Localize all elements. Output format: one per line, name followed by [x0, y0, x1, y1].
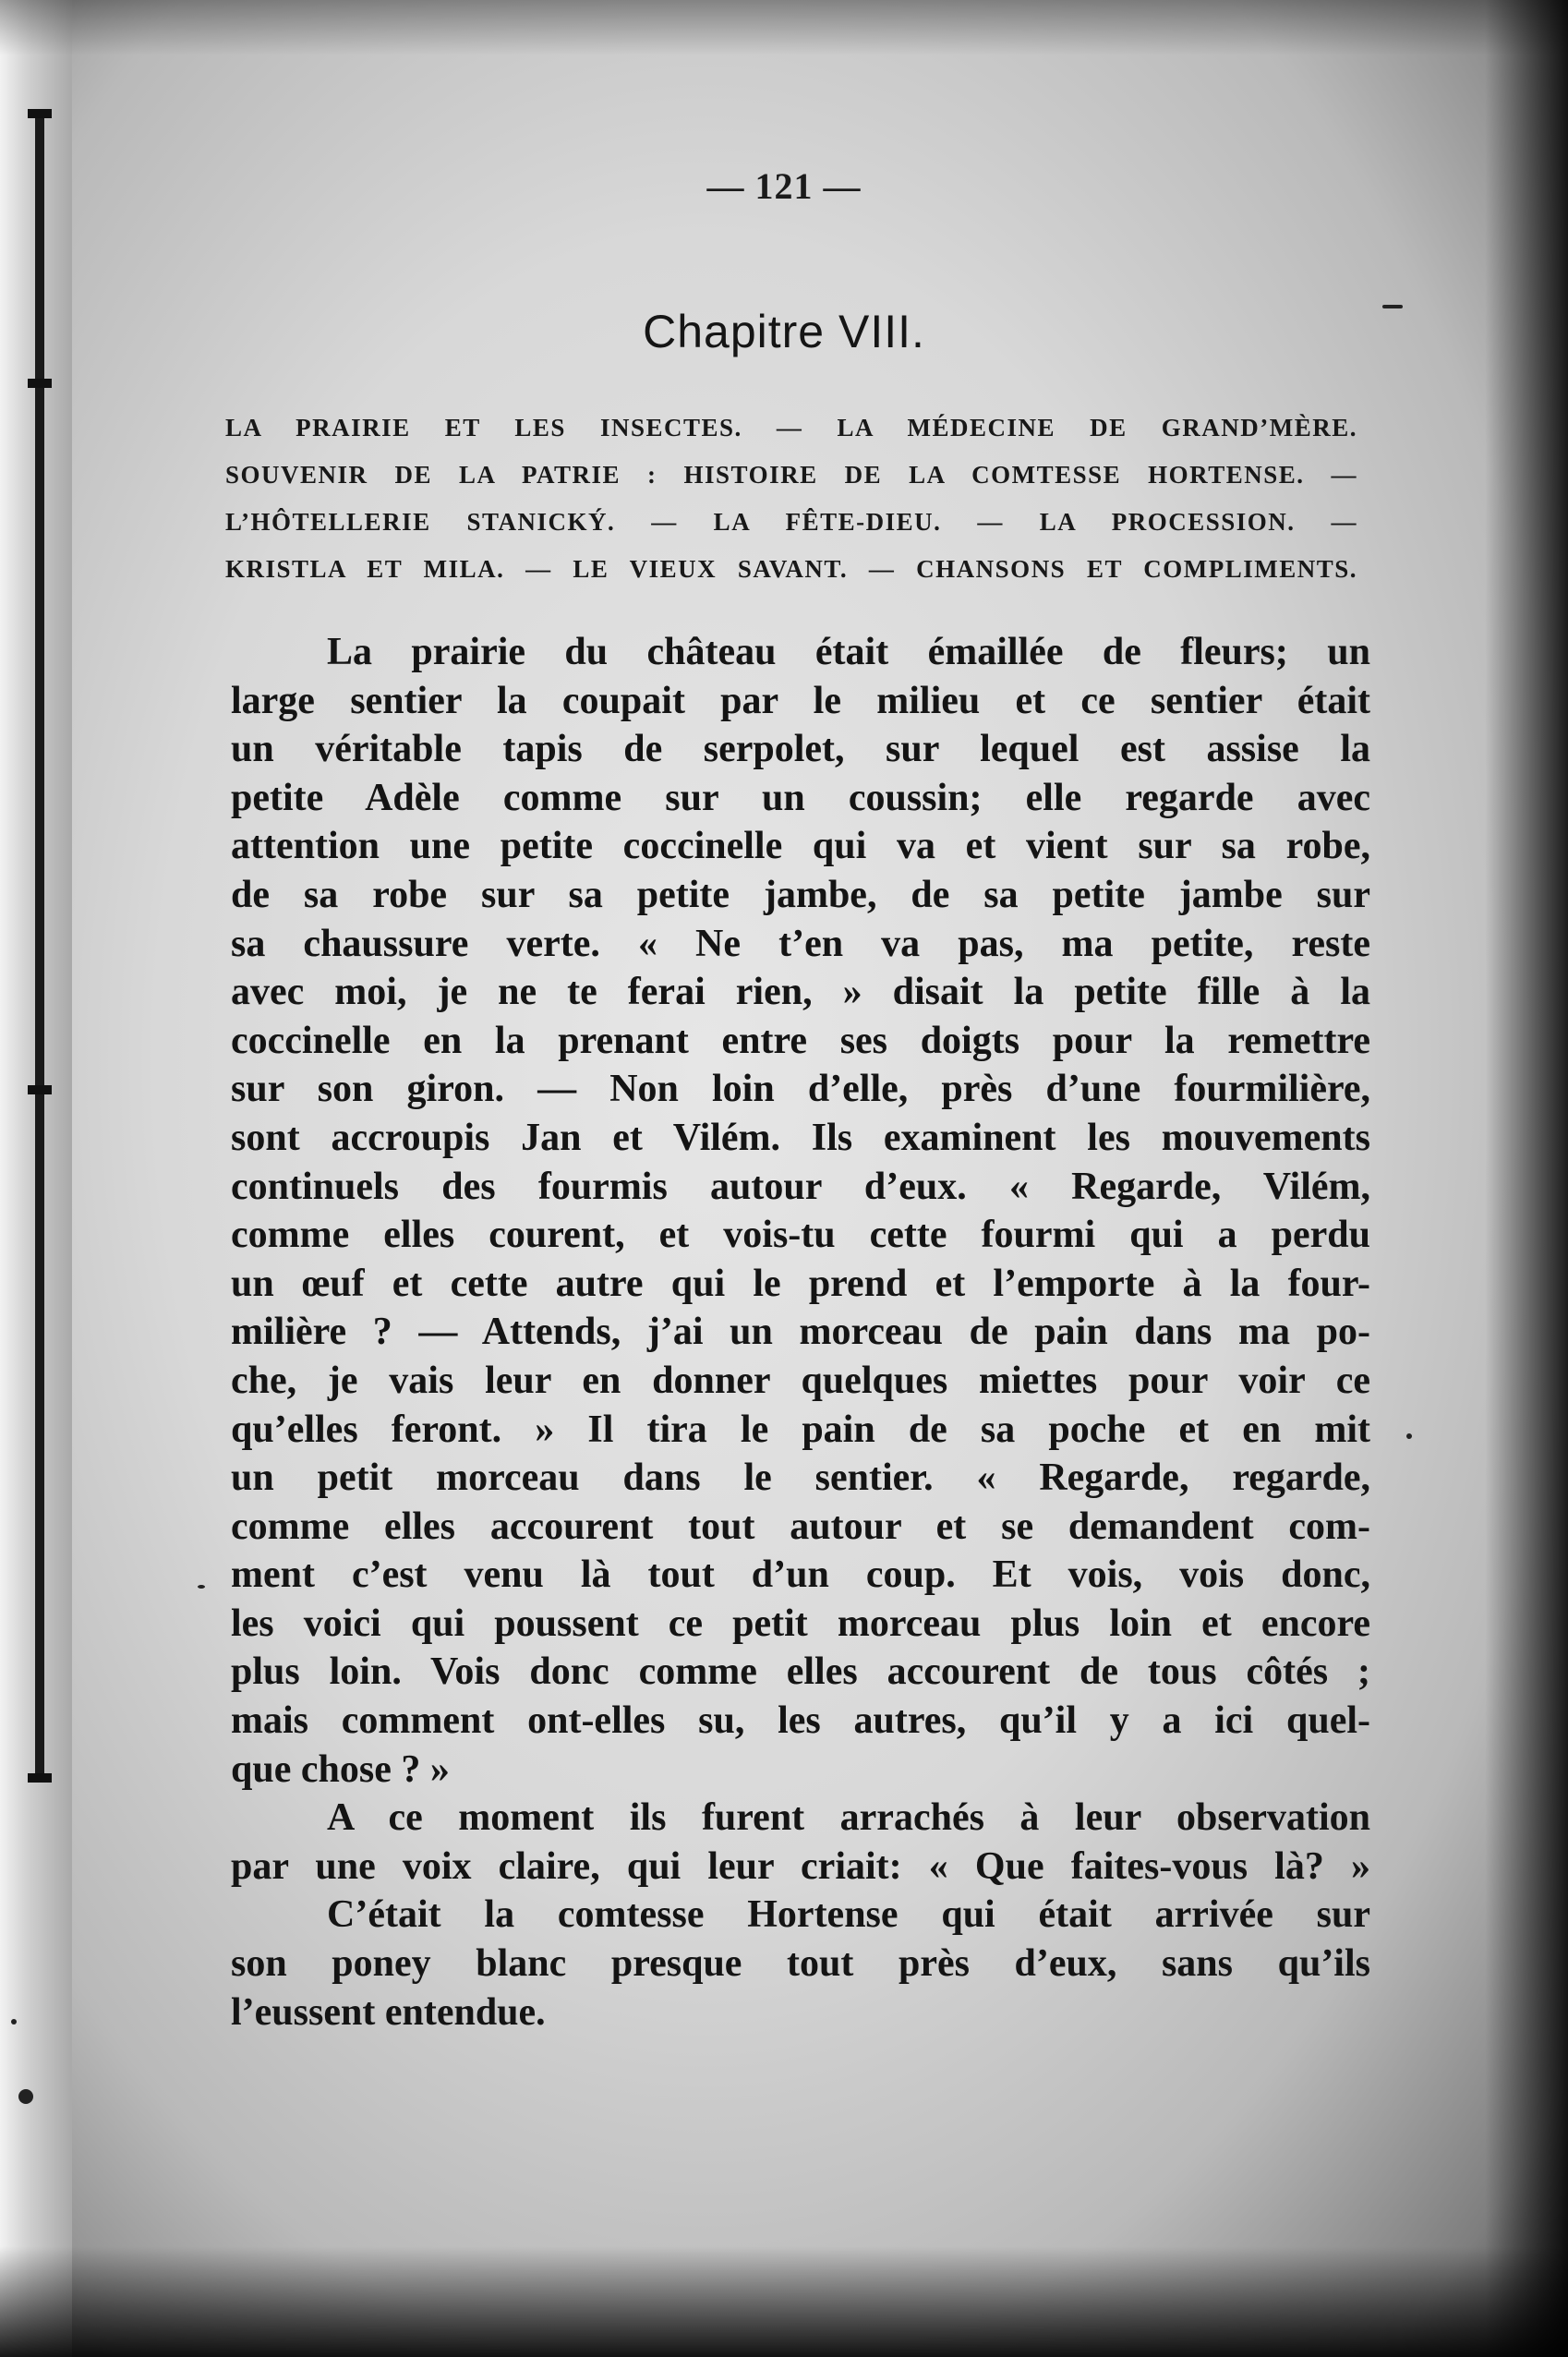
- text-line: de sa robe sur sa petite jambe, de sa petite jambe sur: [231, 873, 1370, 916]
- text-line: A ce moment ils furent arrachés à leur observation: [327, 1796, 1370, 1840]
- text-line: un œuf et cette autre qui le prend et l’emporte à la four-: [231, 1262, 1370, 1305]
- text-line: que chose ? »: [231, 1747, 450, 1791]
- text-line: milière ? — Attends, j’ai un morceau de pain dans ma po-: [231, 1311, 1370, 1354]
- text-line: un véritable tapis de serpolet, sur lequel est assise la: [231, 728, 1370, 771]
- binding-thread: [28, 109, 52, 118]
- scan-speck: [1382, 305, 1403, 308]
- text-line: large sentier la coupait par le milieu et ce sentier était: [231, 679, 1370, 722]
- scan-speck: [18, 2089, 33, 2104]
- chapter-title: Chapitre VIII.: [643, 306, 925, 357]
- text-line: sont accroupis Jan et Vilém. Ils examinent les mouvements: [231, 1116, 1370, 1159]
- scan-shadow-bottom: [0, 2246, 1568, 2357]
- scan-shadow-top: [0, 0, 1568, 55]
- summary-line: KRISTLA ET MILA. — LE VIEUX SAVANT. — CHANSONS ET COMPLIMENTS.: [225, 555, 1357, 583]
- scan-speck: [198, 1585, 205, 1589]
- text-line: l’eussent entendue.: [231, 1990, 546, 2034]
- text-line: sur son giron. — Non loin d’elle, près d’une fourmilière,: [231, 1068, 1370, 1111]
- text-line: La prairie du château était émaillée de fleurs; un: [327, 631, 1370, 673]
- text-line: coccinelle en la prenant entre ses doigts pour la remettre: [231, 1019, 1370, 1062]
- text-line: continuels des fourmis autour d’eux. « Regarde, Vilém,: [231, 1165, 1370, 1208]
- page-number: — 121 —: [706, 165, 862, 207]
- text-line: ment c’est venu là tout d’un coup. Et vois, vois donc,: [231, 1553, 1370, 1597]
- scan-speck: [11, 2019, 17, 2025]
- text-line: attention une petite coccinelle qui va et vient sur sa robe,: [231, 825, 1370, 868]
- text-line: sa chaussure verte. « Ne t’en va pas, ma petite, reste: [231, 922, 1370, 965]
- summary-line: L’HÔTELLERIE STANICKÝ. — LA FÊTE-DIEU. — LA PROCESSION. —: [225, 508, 1357, 536]
- text-line: comme elles accourent tout autour et se demandent com-: [231, 1505, 1370, 1548]
- text-line: comme elles courent, et vois-tu cette fourmi qui a perdu: [231, 1214, 1370, 1257]
- text-line: plus loin. Vois donc comme elles accourent de tous côtés ;: [231, 1650, 1370, 1694]
- text-line: avec moi, je ne te ferai rien, » disait la petite fille à la: [231, 971, 1370, 1014]
- text-line: par une voix claire, qui leur criait: « Que faites-vous là? »: [231, 1844, 1370, 1888]
- binding-thread: [28, 379, 52, 388]
- text-line: mais comment ont-elles su, les autres, qu’il y a ici quel-: [231, 1699, 1370, 1743]
- body-text: [231, 628, 1370, 2037]
- binding-rule: [35, 109, 44, 1781]
- text-line: che, je vais leur en donner quelques miettes pour voir ce: [231, 1359, 1370, 1402]
- binding-thread: [28, 1085, 52, 1094]
- text-line: C’était la comtesse Hortense qui était arrivée sur: [327, 1893, 1370, 1937]
- scan-shadow-right: [1485, 0, 1568, 2357]
- summary-line: SOUVENIR DE LA PATRIE : HISTOIRE DE LA COMTESSE HORTENSE. —: [225, 461, 1357, 489]
- text-line: petite Adèle comme sur un coussin; elle regarde avec: [231, 776, 1370, 819]
- text-line: un petit morceau dans le sentier. « Regarde, regarde,: [231, 1457, 1370, 1500]
- text-line: les voici qui poussent ce petit morceau plus loin et encore: [231, 1602, 1370, 1645]
- binding-thread: [28, 1773, 52, 1783]
- text-line: son poney blanc presque tout près d’eux, sans qu’ils: [231, 1942, 1370, 1986]
- text-line: qu’elles feront. » Il tira le pain de sa poche et en mit: [231, 1408, 1370, 1451]
- summary-line: LA PRAIRIE ET LES INSECTES. — LA MÉDECINE DE GRAND’MÈRE.: [225, 414, 1357, 441]
- chapter-summary: [225, 405, 1357, 593]
- scan-speck: [1406, 1433, 1412, 1439]
